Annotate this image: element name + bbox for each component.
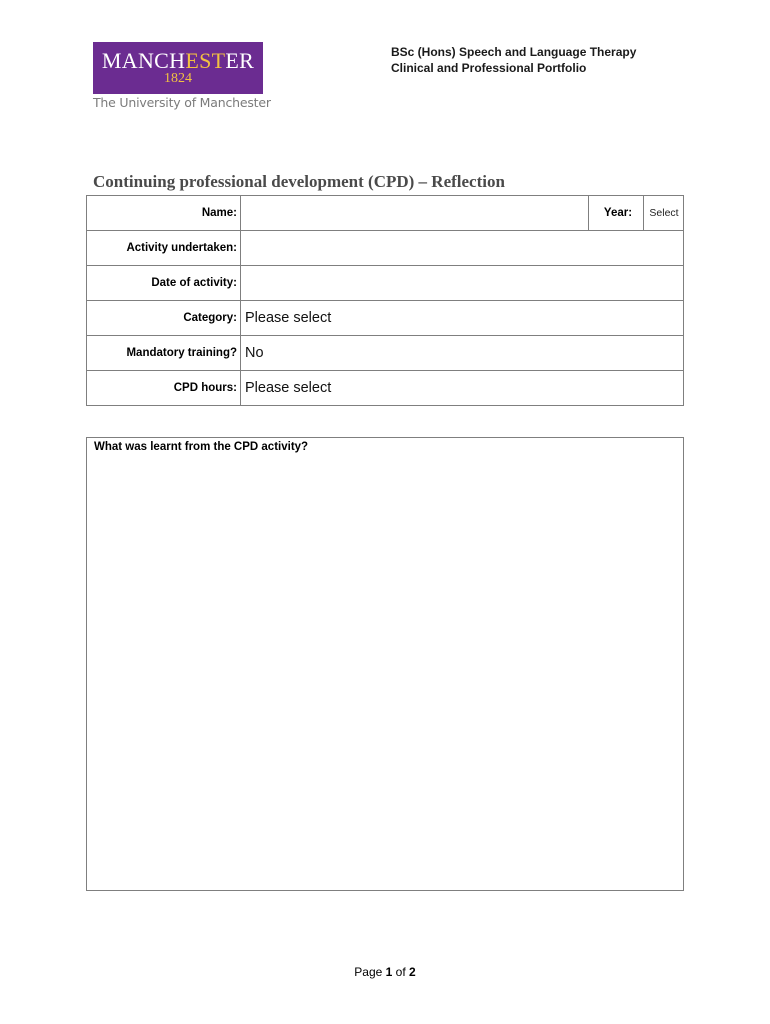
category-label: Category:: [183, 312, 237, 324]
cell-divider: [240, 266, 241, 300]
activity-label: Activity undertaken:: [126, 242, 237, 254]
hours-select[interactable]: Please select: [245, 380, 332, 396]
cell-divider: [240, 196, 241, 230]
cell-divider: [240, 336, 241, 370]
header-portfolio: Clinical and Professional Portfolio: [391, 61, 587, 75]
activity-field[interactable]: [245, 231, 683, 265]
footer-of-word: of: [395, 965, 406, 979]
learning-reflection-box[interactable]: [86, 437, 684, 891]
document-header: [391, 44, 691, 76]
footer-page-word: Page: [354, 965, 383, 979]
footer-total-pages: 2: [409, 965, 416, 979]
cpd-details-table: [86, 195, 684, 406]
university-logo: [93, 42, 263, 94]
page-title: Continuing professional development (CPD) – Reflection: [93, 172, 505, 191]
name-field[interactable]: [245, 196, 585, 230]
hours-label: CPD hours:: [173, 382, 237, 394]
date-row: [87, 266, 683, 301]
university-name: The University of Manchester: [93, 95, 271, 110]
cell-divider: [643, 196, 644, 230]
mandatory-row: [87, 336, 683, 371]
footer-current-page: 1: [385, 965, 393, 979]
mandatory-label: Mandatory training?: [126, 347, 237, 359]
mandatory-select[interactable]: No: [245, 345, 264, 361]
header-programme: BSc (Hons) Speech and Language Therapy: [391, 45, 637, 59]
learning-reflection-label: What was learnt from the CPD activity?: [94, 441, 309, 453]
logo-word-part3: ER: [225, 48, 255, 73]
cell-divider: [588, 196, 589, 230]
logo-word-part1: MANCH: [101, 48, 186, 73]
date-field[interactable]: [245, 266, 683, 300]
activity-row: [87, 231, 683, 266]
page-footer: [0, 965, 770, 979]
year-label: Year:: [603, 207, 633, 219]
category-select[interactable]: Please select: [245, 310, 332, 326]
year-select[interactable]: Select: [649, 207, 679, 219]
logo-word-part2: EST: [185, 48, 226, 73]
learning-reflection-field[interactable]: [94, 460, 676, 883]
cell-divider: [240, 301, 241, 335]
logo-wordmark: [93, 49, 263, 73]
category-row: [87, 301, 683, 336]
name-row: [87, 196, 683, 231]
name-label: Name:: [201, 207, 237, 219]
logo-year: 1824: [164, 71, 192, 86]
cell-divider: [240, 371, 241, 406]
cell-divider: [240, 231, 241, 265]
date-label: Date of activity:: [151, 277, 237, 289]
hours-row: [87, 371, 683, 406]
